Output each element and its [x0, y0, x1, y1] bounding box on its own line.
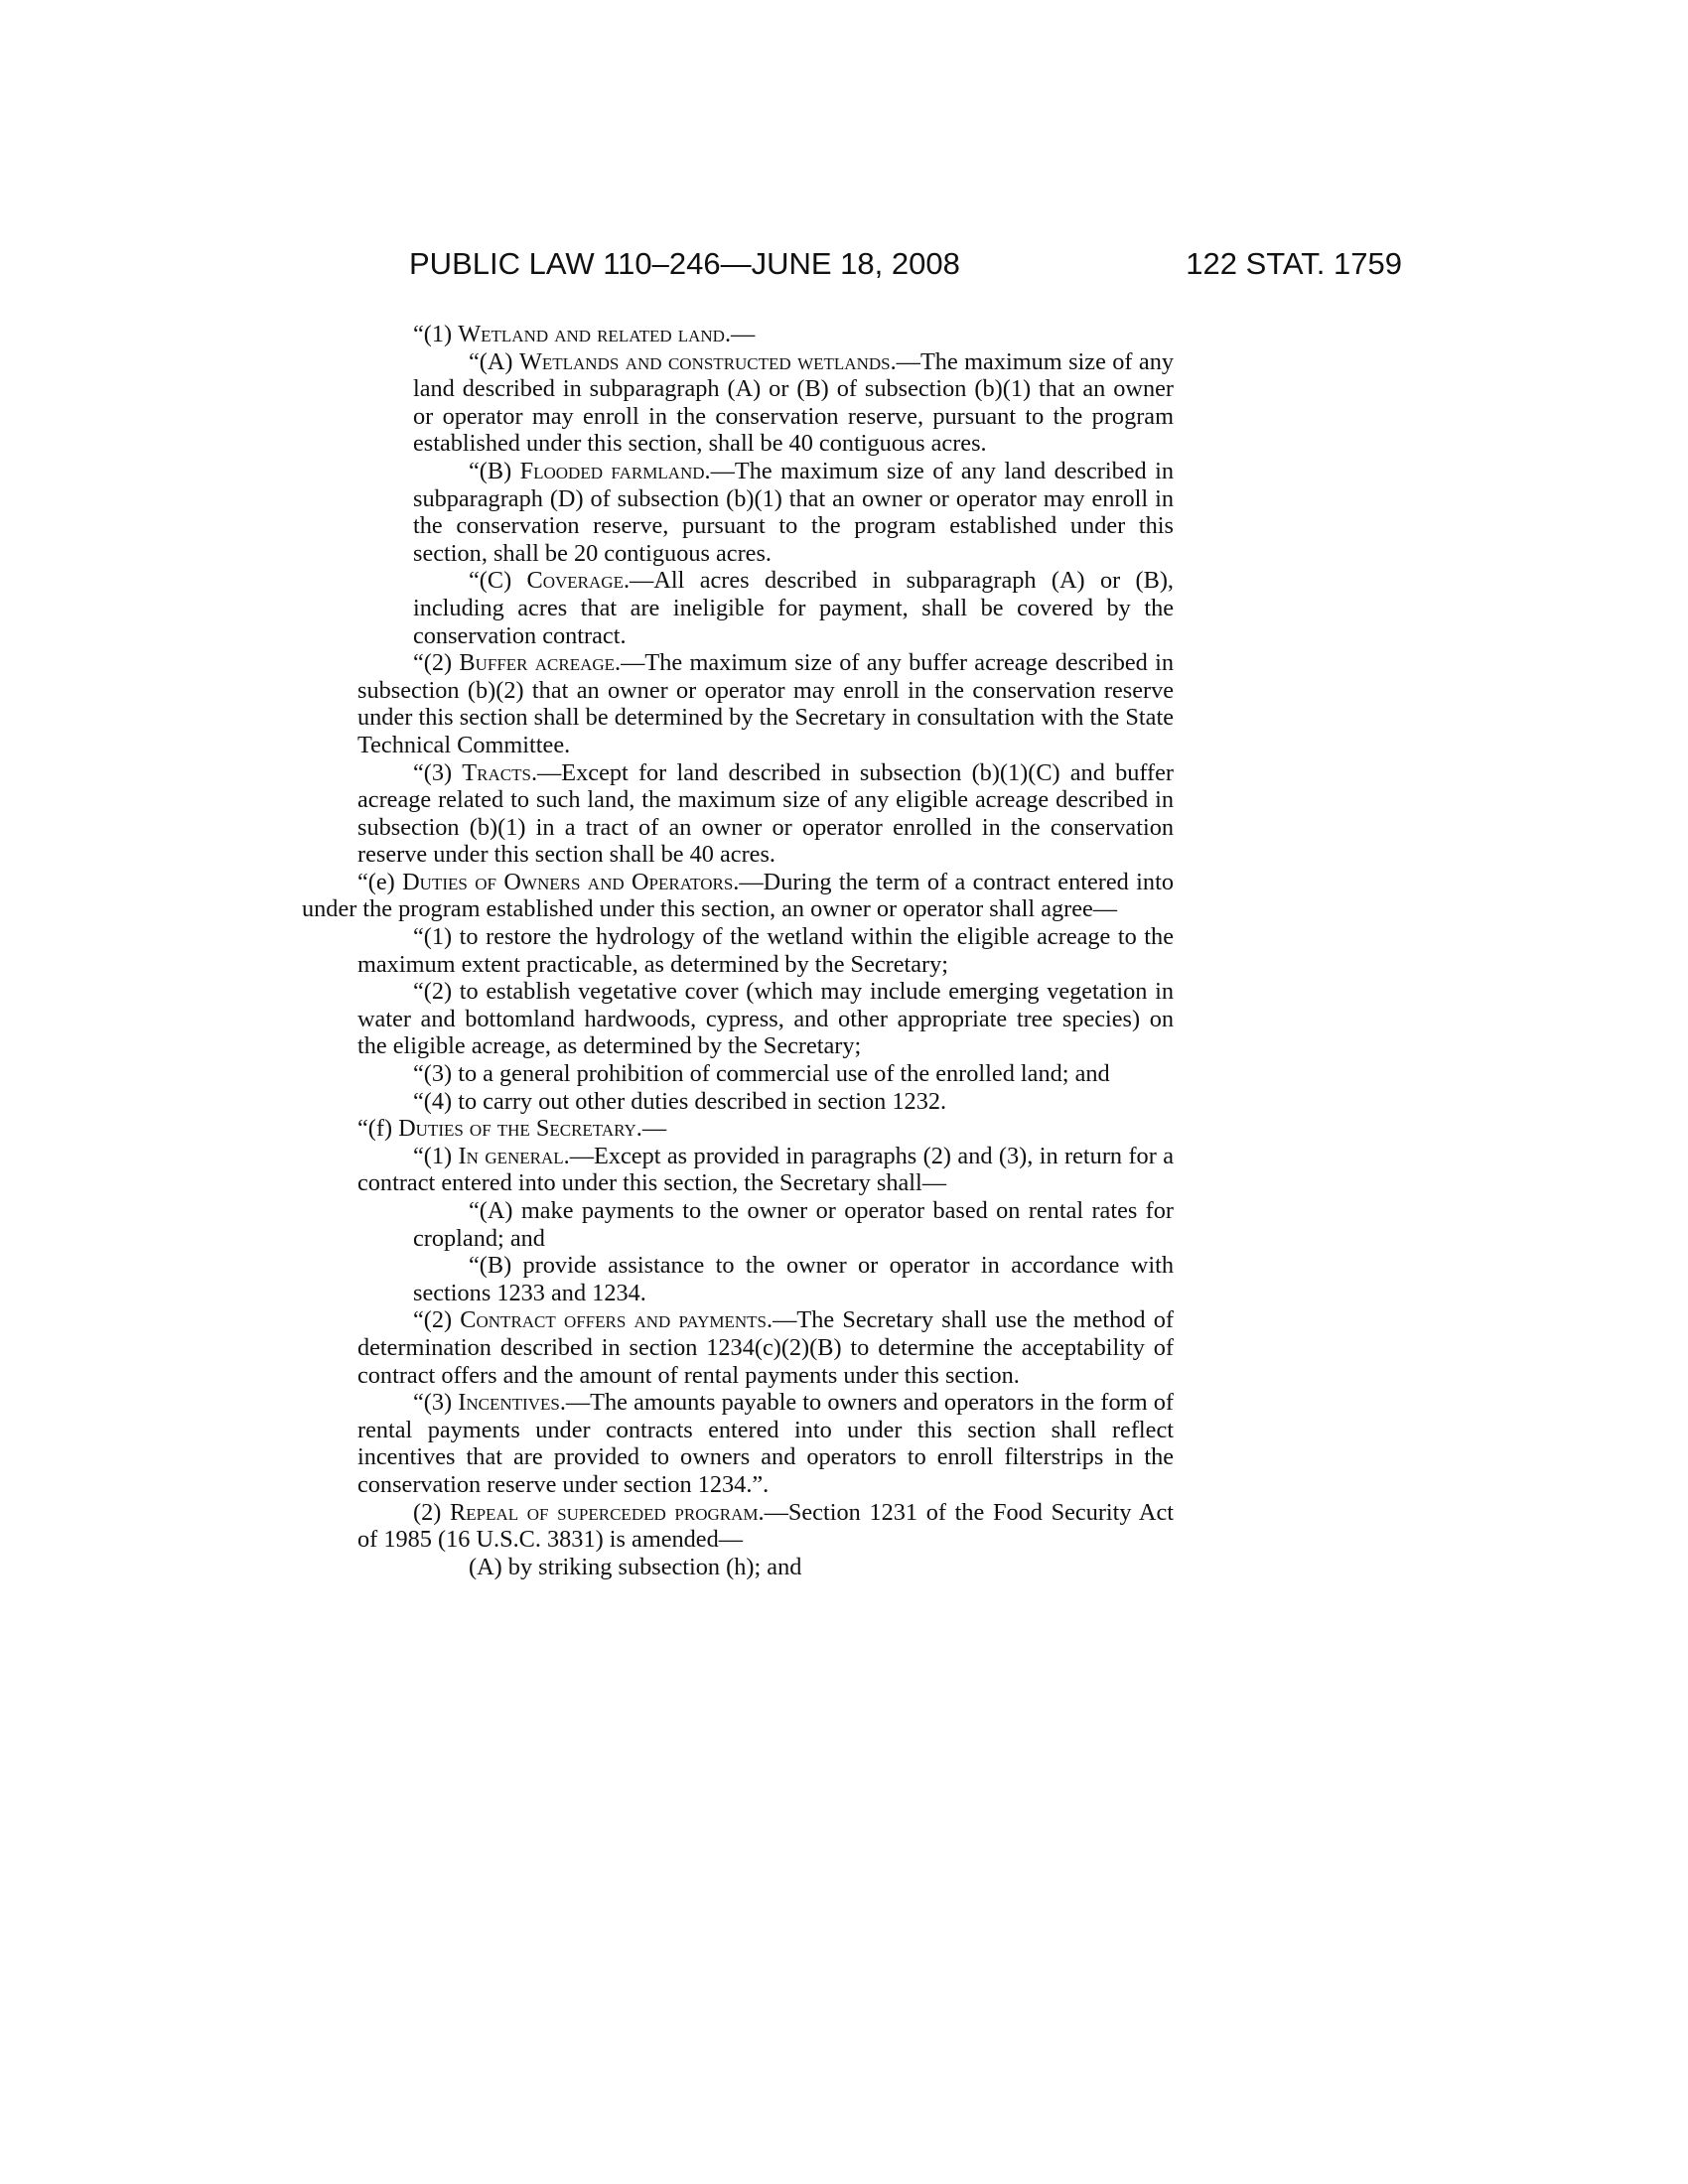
paragraph-heading: Wetlands and constructed wetlands	[518, 347, 891, 375]
paragraph-heading: In general	[458, 1142, 564, 1169]
statute-citation: 122 STAT. 1759	[1186, 246, 1402, 281]
paragraph-heading: Contract offers and payments	[460, 1306, 767, 1334]
duty-other-duties: “(4) to carry out other duties described in section 1232.	[413, 1087, 947, 1115]
subsection-duties-of-owners: “(e) Duties of Owners and Operators.—During the term of a contract entered into under the program established under this section, an owner or operator shall agree—	[302, 868, 1174, 923]
paragraph-heading: Tracts	[462, 758, 531, 786]
paragraph-heading: Wetland and related land	[458, 321, 725, 347]
paragraph-repeal-superceded: (2) Repeal of superceded program.—Section 1231 of the Food Security Act of 1985 (16 U.S.C. 3831) is amended—	[357, 1498, 1174, 1554]
duty-restore-hydrology: “(1) to restore the hydrology of the wetland within the eligible acreage to the maximum extent practicable, as determined by the Secretary;	[357, 923, 1174, 978]
subsection-heading: Duties of Owners and Operators	[402, 868, 734, 895]
paragraph-in-general: “(1) In general.—Except as provided in paragraphs (2) and (3), in return for a contract entered into under this section, the Secretary shall—	[357, 1142, 1175, 1197]
paragraph-heading: Coverage	[526, 567, 624, 595]
secretary-provide-assistance: “(B) provide assistance to the owner or operator in accordance with sections 1233 and 1234.	[413, 1252, 1174, 1306]
secretary-make-payments: “(A) make payments to the owner or operator based on rental rates for cropland; and	[413, 1197, 1174, 1252]
paragraph-heading: Flooded farmland	[519, 457, 705, 484]
paragraph-wetlands-constructed: “(A) Wetlands and constructed wetlands.—The maximum size of any land described in subparagraph (A) or (B) of subsection (b)(1) that an owner or operator may enroll in the conservation reserve, pursuant to the program established under this section, shall be 40 contiguous acres.	[413, 347, 1175, 458]
paragraph-heading: Buffer acreage	[459, 649, 616, 677]
subsection-duties-of-secretary: “(f) Duties of the Secretary.—	[357, 1115, 667, 1143]
page-header	[409, 241, 1402, 287]
running-head: PUBLIC LAW 110–246—JUNE 18, 2008	[409, 246, 960, 281]
document-body	[302, 321, 1174, 1580]
subsection-heading: Duties of the Secretary	[398, 1115, 636, 1143]
paragraph-heading: Repeal of superceded program	[450, 1498, 759, 1526]
duty-commercial-use: “(3) to a general prohibition of commercial use of the enrolled land; and	[413, 1060, 1110, 1088]
paragraph-flooded-farmland: “(B) Flooded farmland.—The maximum size of any land described in subparagraph (D) of subsection (b)(1) that an owner or operator may enroll in the conservation reserve, pursuant to the program established under this section, shall be 20 contiguous acres.	[413, 457, 1174, 567]
paragraph-incentives: “(3) Incentives.—The amounts payable to owners and operators in the form of rental payments under contracts entered into under this section shall reflect incentives that are provided to owners and operators to enroll filterstrips in the conservation reserve under section 1234.”.	[357, 1389, 1174, 1498]
duty-vegetative-cover: “(2) to establish vegetative cover (which may include emerging vegetation in water and bottomland hardwoods, cypress, and other appropriate tree species) on the eligible acreage, as determined by the Secretary;	[357, 978, 1174, 1060]
paragraph-buffer-acreage: “(2) Buffer acreage.—The maximum size of any buffer acreage described in subsection (b)(2) that an owner or operator may enroll in the conservation reserve under this section shall be determined by the Secretary in consultation with the State Technical Committee.	[357, 649, 1174, 758]
amendment-striking-subsection: (A) by striking subsection (h); and	[469, 1553, 802, 1580]
paragraph-heading: Incentives	[458, 1389, 560, 1417]
paragraph-wetland-and-related-land: “(1) Wetland and related land.—	[413, 321, 756, 347]
paragraph-tracts: “(3) Tracts.—Except for land described in subsection (b)(1)(C) and buffer acreage related to such land, the maximum size of any eligible acreage described in subsection (b)(1) in a tract of an owner or operator enrolled in the conservation reserve under this section shall be 40 acres.	[357, 758, 1174, 869]
paragraph-contract-offers: “(2) Contract offers and payments.—The Secretary shall use the method of determination described in section 1234(c)(2)(B) to determine the acceptability of contract offers and the amount of rental payments under this section.	[357, 1306, 1174, 1389]
paragraph-coverage: “(C) Coverage.—All acres described in subparagraph (A) or (B), including acres that are ineligible for payment, shall be covered by the conservation contract.	[413, 567, 1174, 649]
